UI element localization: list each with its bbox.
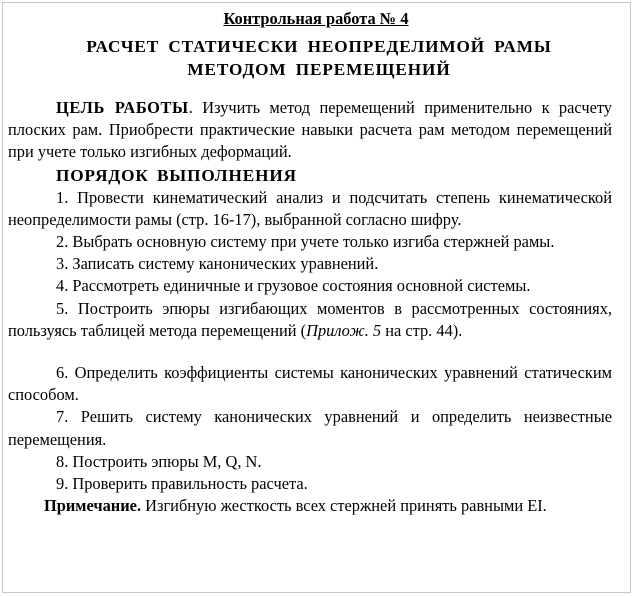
step-number: 9. — [56, 474, 69, 494]
topic-title — [8, 35, 612, 81]
step-text-tail: на стр. 44). — [381, 320, 463, 340]
step-number: 2. — [56, 232, 69, 252]
step-1 — [8, 187, 612, 231]
step-text: Рассмотреть единичные и грузовое состояния основной системы. — [68, 276, 531, 296]
step-number: 6. — [56, 363, 69, 383]
step-number: 8. — [56, 451, 69, 471]
step-2 — [8, 231, 612, 253]
step-number: 4. — [56, 276, 69, 296]
appendix-reference: Прилож. 5 — [306, 320, 382, 340]
step-9 — [8, 473, 612, 495]
step-number: 7. — [56, 407, 69, 427]
step-number: 1. — [56, 187, 69, 207]
step-7 — [8, 406, 612, 450]
goal-label: ЦЕЛЬ РАБОТЫ — [56, 98, 189, 117]
goal-paragraph — [8, 97, 612, 164]
step-number: 5. — [56, 298, 69, 318]
procedure-heading: ПОРЯДОК ВЫПОЛНЕНИЯ — [56, 165, 297, 185]
step-8 — [8, 451, 612, 473]
step-text: Провести кинематический анализ и подсчитать степень кинематической неопределимости рамы (стр. 16-17), выбранной согласно шифру. — [8, 187, 612, 229]
work-title: Контрольная работа № 4 — [223, 9, 409, 28]
step-text: Решить систему канонических уравнений и определить неизвестные перемещения. — [8, 407, 612, 449]
step-text: Определить коэффициенты системы канонических уравнений статическим способом. — [8, 363, 612, 405]
step-6 — [8, 362, 612, 406]
step-3 — [8, 253, 612, 275]
step-text: Построить эпюры изгибающих моментов в рассмотренных состояниях, пользуясь таблицей метода перемещений ( — [8, 298, 612, 340]
step-number: 3. — [56, 254, 69, 274]
step-text: Выбрать основную систему при учете только изгиба стержней рамы. — [68, 232, 555, 252]
step-5 — [8, 298, 612, 342]
note-paragraph — [8, 495, 612, 517]
goal-text: . Изучить метод перемещений применительно к расчету плоских рам. Приобрести практические навыки расчета рам методом перемещений при учете только изгибных деформаций. — [8, 98, 612, 162]
step-text: Проверить правильность расчета. — [68, 474, 308, 494]
step-text: Построить эпюры M, Q, N. — [68, 451, 262, 471]
note-text: Изгибную жесткость всех стержней принять равными EI. — [141, 496, 547, 516]
document-page — [8, 8, 612, 517]
topic-title-line1: РАСЧЕТ СТАТИЧЕСКИ НЕОПРЕДЕЛИМОЙ РАМЫ — [86, 37, 552, 56]
topic-title-line2: МЕТОДОМ ПЕРЕМЕЩЕНИЙ — [187, 60, 451, 79]
step-4 — [8, 275, 612, 297]
note-label: Примечание. — [44, 496, 142, 516]
step-text: Записать систему канонических уравнений. — [68, 254, 379, 274]
